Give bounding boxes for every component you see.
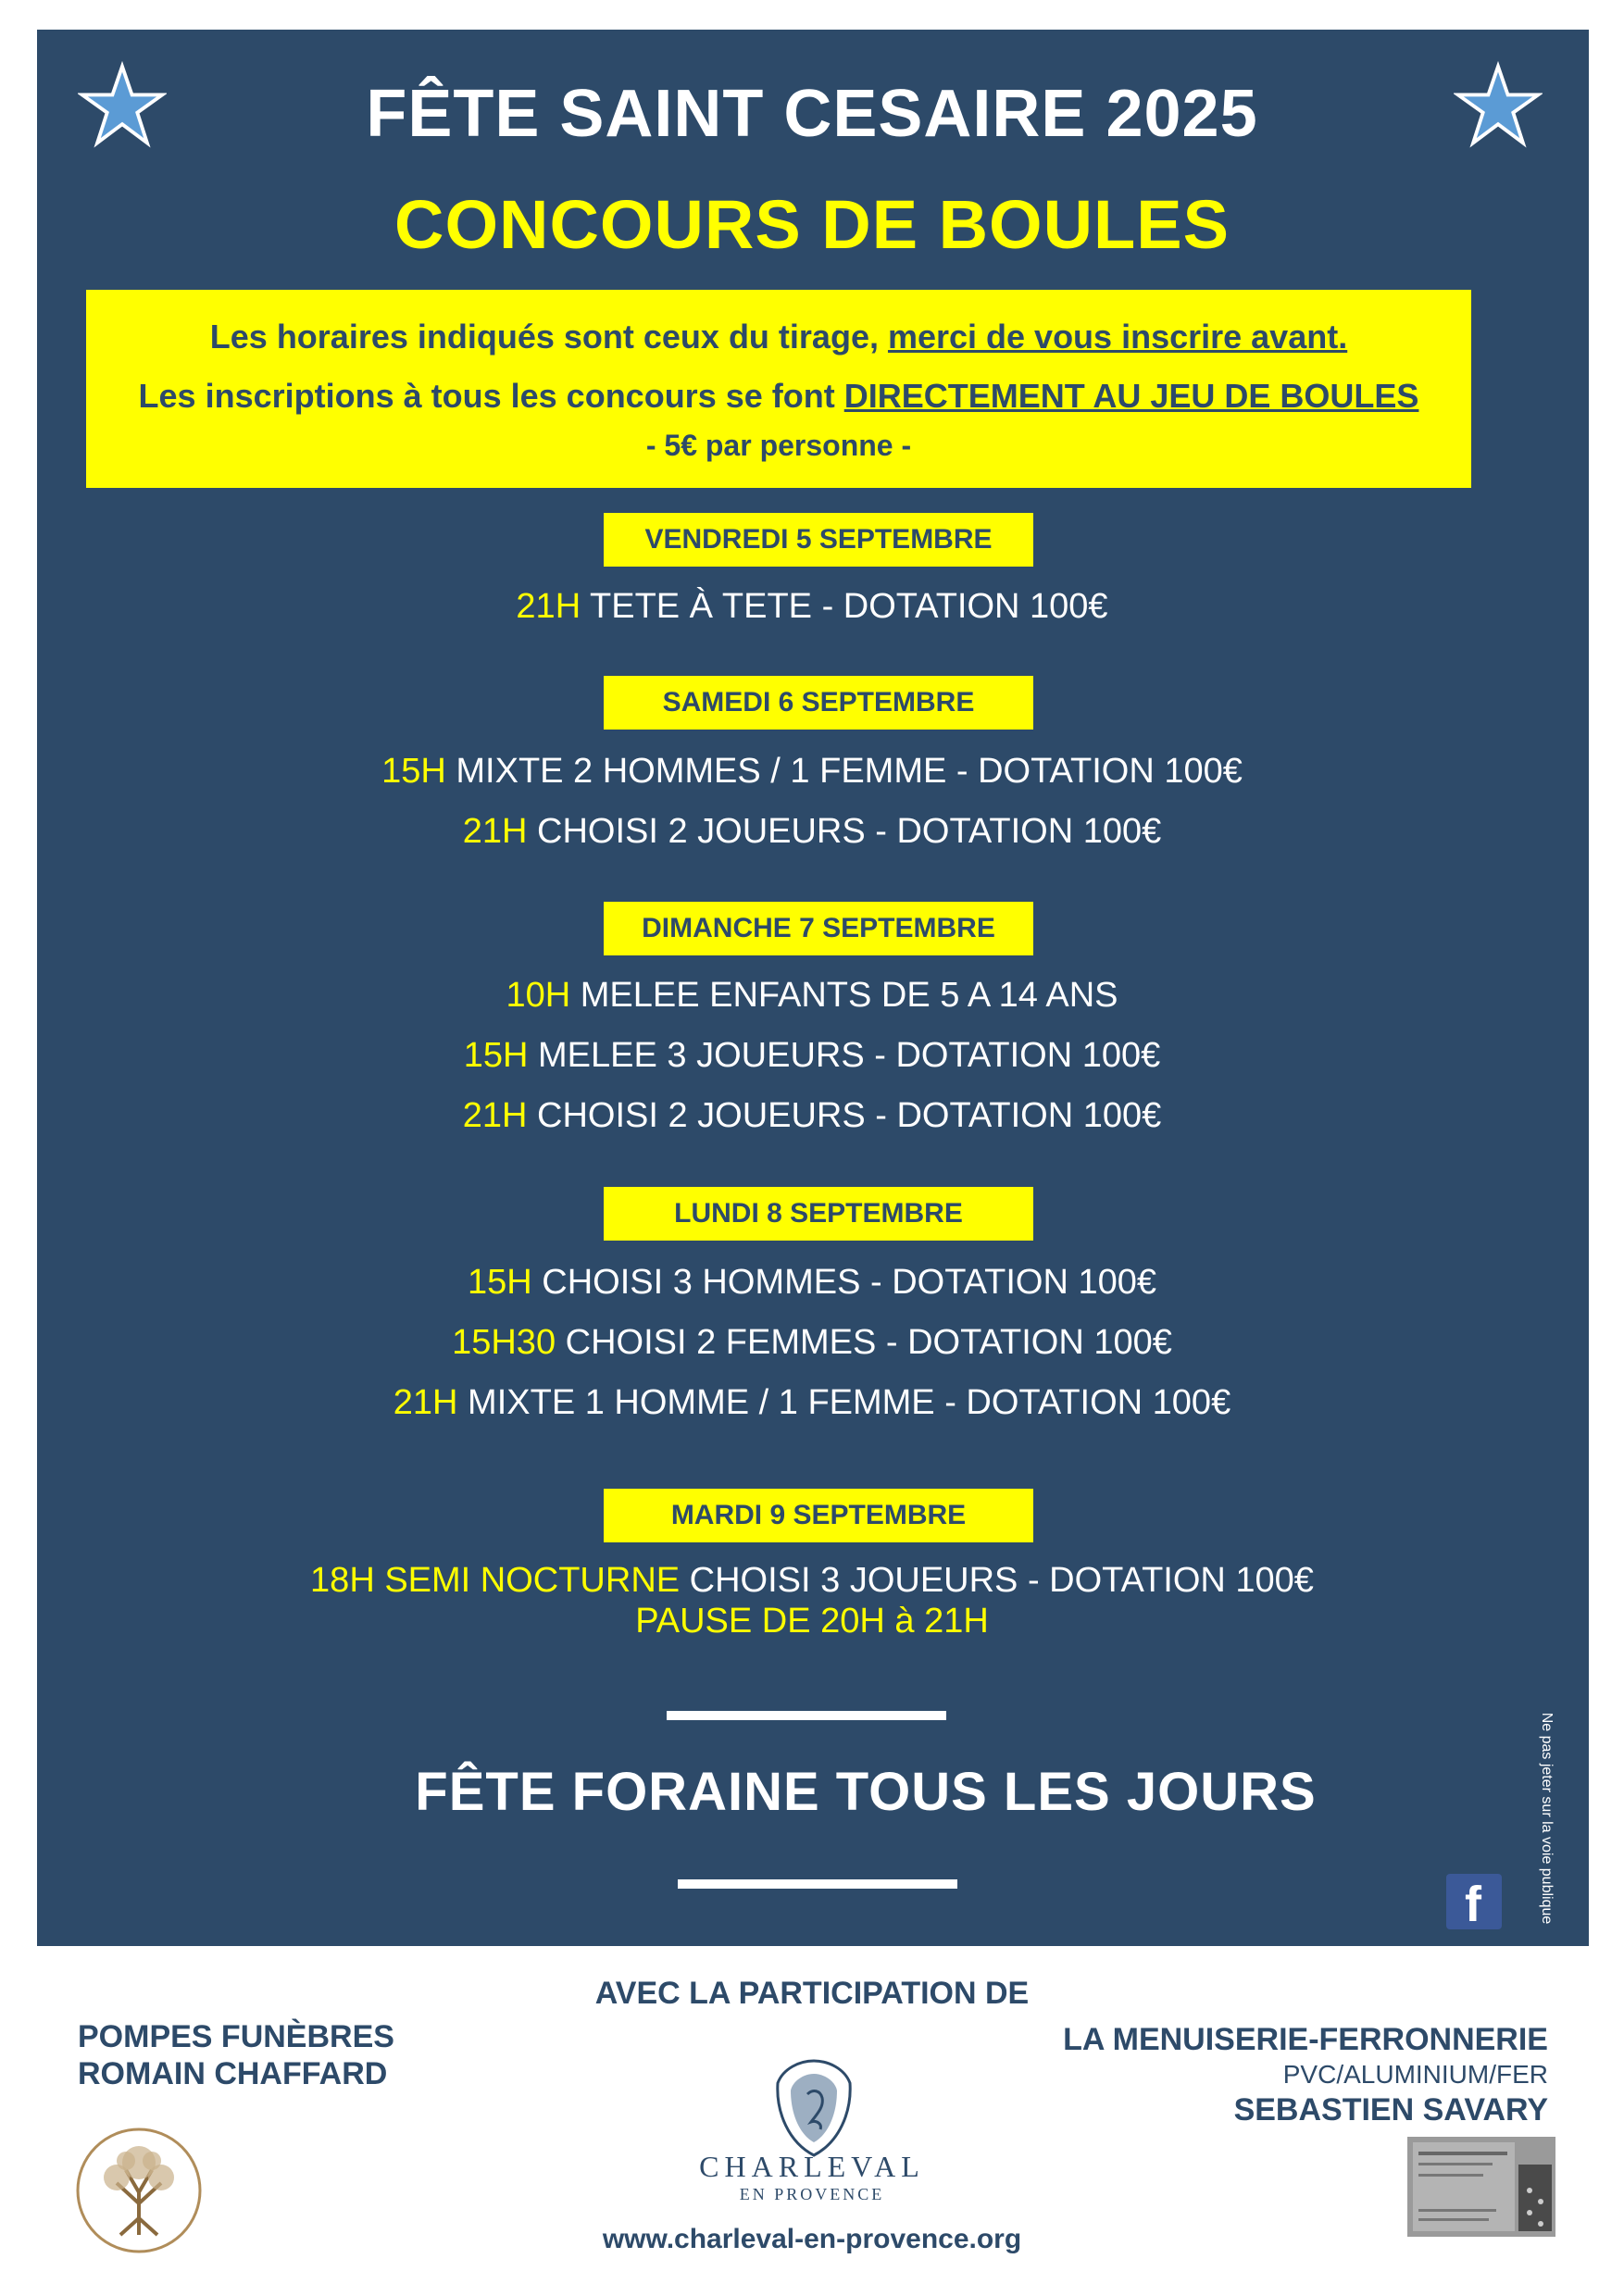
event-line — [0, 1263, 1624, 1303]
event-text: TETE À TETE - DOTATION 100€ — [581, 587, 1108, 626]
notice-line-1 — [86, 318, 1471, 356]
event-time: 10H — [506, 976, 571, 1015]
event-time: 21H — [462, 1096, 528, 1135]
sponsor-left-line-1: POMPES FUNÈBRES — [78, 2019, 394, 2054]
event-text: CHOISI 2 FEMMES - DOTATION 100€ — [556, 1323, 1172, 1362]
vertical-note — [1537, 1703, 1555, 1935]
notice-line-1-emphasis: merci de vous inscrire avant. — [887, 318, 1348, 356]
foraine-banner: FÊTE FORAINE TOUS LES JOURS — [415, 1762, 1317, 1822]
event-time: 21H — [393, 1383, 458, 1422]
metal-sign-icon — [1407, 2137, 1555, 2237]
pause-note: PAUSE DE 20H à 21H — [635, 1602, 989, 1641]
notice-line-2-text: Les inscriptions à tous les concours se font — [138, 377, 844, 415]
sponsor-right — [1063, 2022, 1548, 2128]
event-title: FÊTE SAINT CESAIRE 2025 — [366, 77, 1258, 151]
participation-label: AVEC LA PARTICIPATION DE — [594, 1976, 1030, 2011]
day-label-lundi: LUNDI 8 SEPTEMBRE — [604, 1187, 1033, 1241]
divider-top — [667, 1711, 946, 1720]
event-text: MELEE ENFANTS DE 5 A 14 ANS — [570, 976, 1118, 1015]
facebook-glyph: f — [1465, 1877, 1481, 1932]
event-line — [0, 812, 1624, 852]
event-text: MELEE 3 JOUEURS - DOTATION 100€ — [528, 1036, 1161, 1075]
day-label-dimanche: DIMANCHE 7 SEPTEMBRE — [604, 902, 1033, 955]
event-time: 18H SEMI NOCTURNE — [310, 1561, 681, 1600]
notice-line-2 — [86, 377, 1471, 416]
event-line — [0, 1096, 1624, 1136]
event-time: 15H — [468, 1263, 532, 1302]
metal-sign-image — [1407, 2137, 1555, 2237]
event-line — [0, 752, 1624, 792]
town-name: CHARLEVAL — [699, 2150, 925, 2183]
notice-line-1-text: Les horaires indiqués sont ceux du tirage, — [209, 318, 888, 356]
day-label-samedi: SAMEDI 6 SEPTEMBRE — [604, 676, 1033, 730]
sponsor-right-line-1: LA MENUISERIE-FERRONNERIE — [1063, 2022, 1548, 2057]
sponsor-left — [78, 2018, 394, 2092]
event-line — [0, 1323, 1624, 1363]
sponsor-left-line-2: ROMAIN CHAFFARD — [78, 2056, 388, 2091]
price-line: - 5€ par personne - — [645, 429, 912, 462]
event-line — [0, 1561, 1624, 1601]
event-text: CHOISI 3 JOUEURS - DOTATION 100€ — [680, 1561, 1314, 1600]
event-line — [0, 1036, 1624, 1076]
event-time: 15H30 — [452, 1323, 556, 1362]
event-time: 15H — [381, 752, 446, 791]
sponsor-right-line-2: PVC/ALUMINIUM/FER — [1282, 2060, 1548, 2089]
vertical-note-text: Ne pas jeter sur la voie publique — [1539, 1712, 1555, 1925]
event-text: MIXTE 2 HOMMES / 1 FEMME - DOTATION 100€ — [445, 752, 1243, 791]
sponsor-right-line-3: SEBASTIEN SAVARY — [1233, 2092, 1548, 2128]
event-time: 21H — [516, 587, 581, 626]
event-line — [0, 587, 1624, 627]
event-line — [0, 976, 1624, 1016]
notice-box — [86, 290, 1471, 488]
facebook-icon[interactable] — [1446, 1874, 1502, 1932]
event-subtitle: CONCOURS DE BOULES — [394, 186, 1230, 263]
event-text: CHOISI 3 HOMMES - DOTATION 100€ — [531, 1263, 1156, 1302]
divider-bottom — [678, 1879, 957, 1889]
website-link[interactable]: www.charleval-en-provence.org — [602, 2224, 1022, 2254]
charleval-crest-icon — [770, 2057, 857, 2159]
day-label-vendredi: VENDREDI 5 SEPTEMBRE — [604, 513, 1033, 567]
event-time: 21H — [462, 812, 528, 851]
event-text: CHOISI 2 JOUEURS - DOTATION 100€ — [527, 1096, 1162, 1135]
notice-line-2-emphasis: DIRECTEMENT AU JEU DE BOULES — [843, 377, 1419, 415]
event-line — [0, 1383, 1624, 1423]
event-text: MIXTE 1 HOMME / 1 FEMME - DOTATION 100€ — [457, 1383, 1231, 1422]
event-time: 15H — [463, 1036, 529, 1075]
town-subtitle: EN PROVENCE — [739, 2185, 885, 2203]
event-text: CHOISI 2 JOUEURS - DOTATION 100€ — [527, 812, 1162, 851]
day-label-mardi: MARDI 9 SEPTEMBRE — [604, 1489, 1033, 1542]
